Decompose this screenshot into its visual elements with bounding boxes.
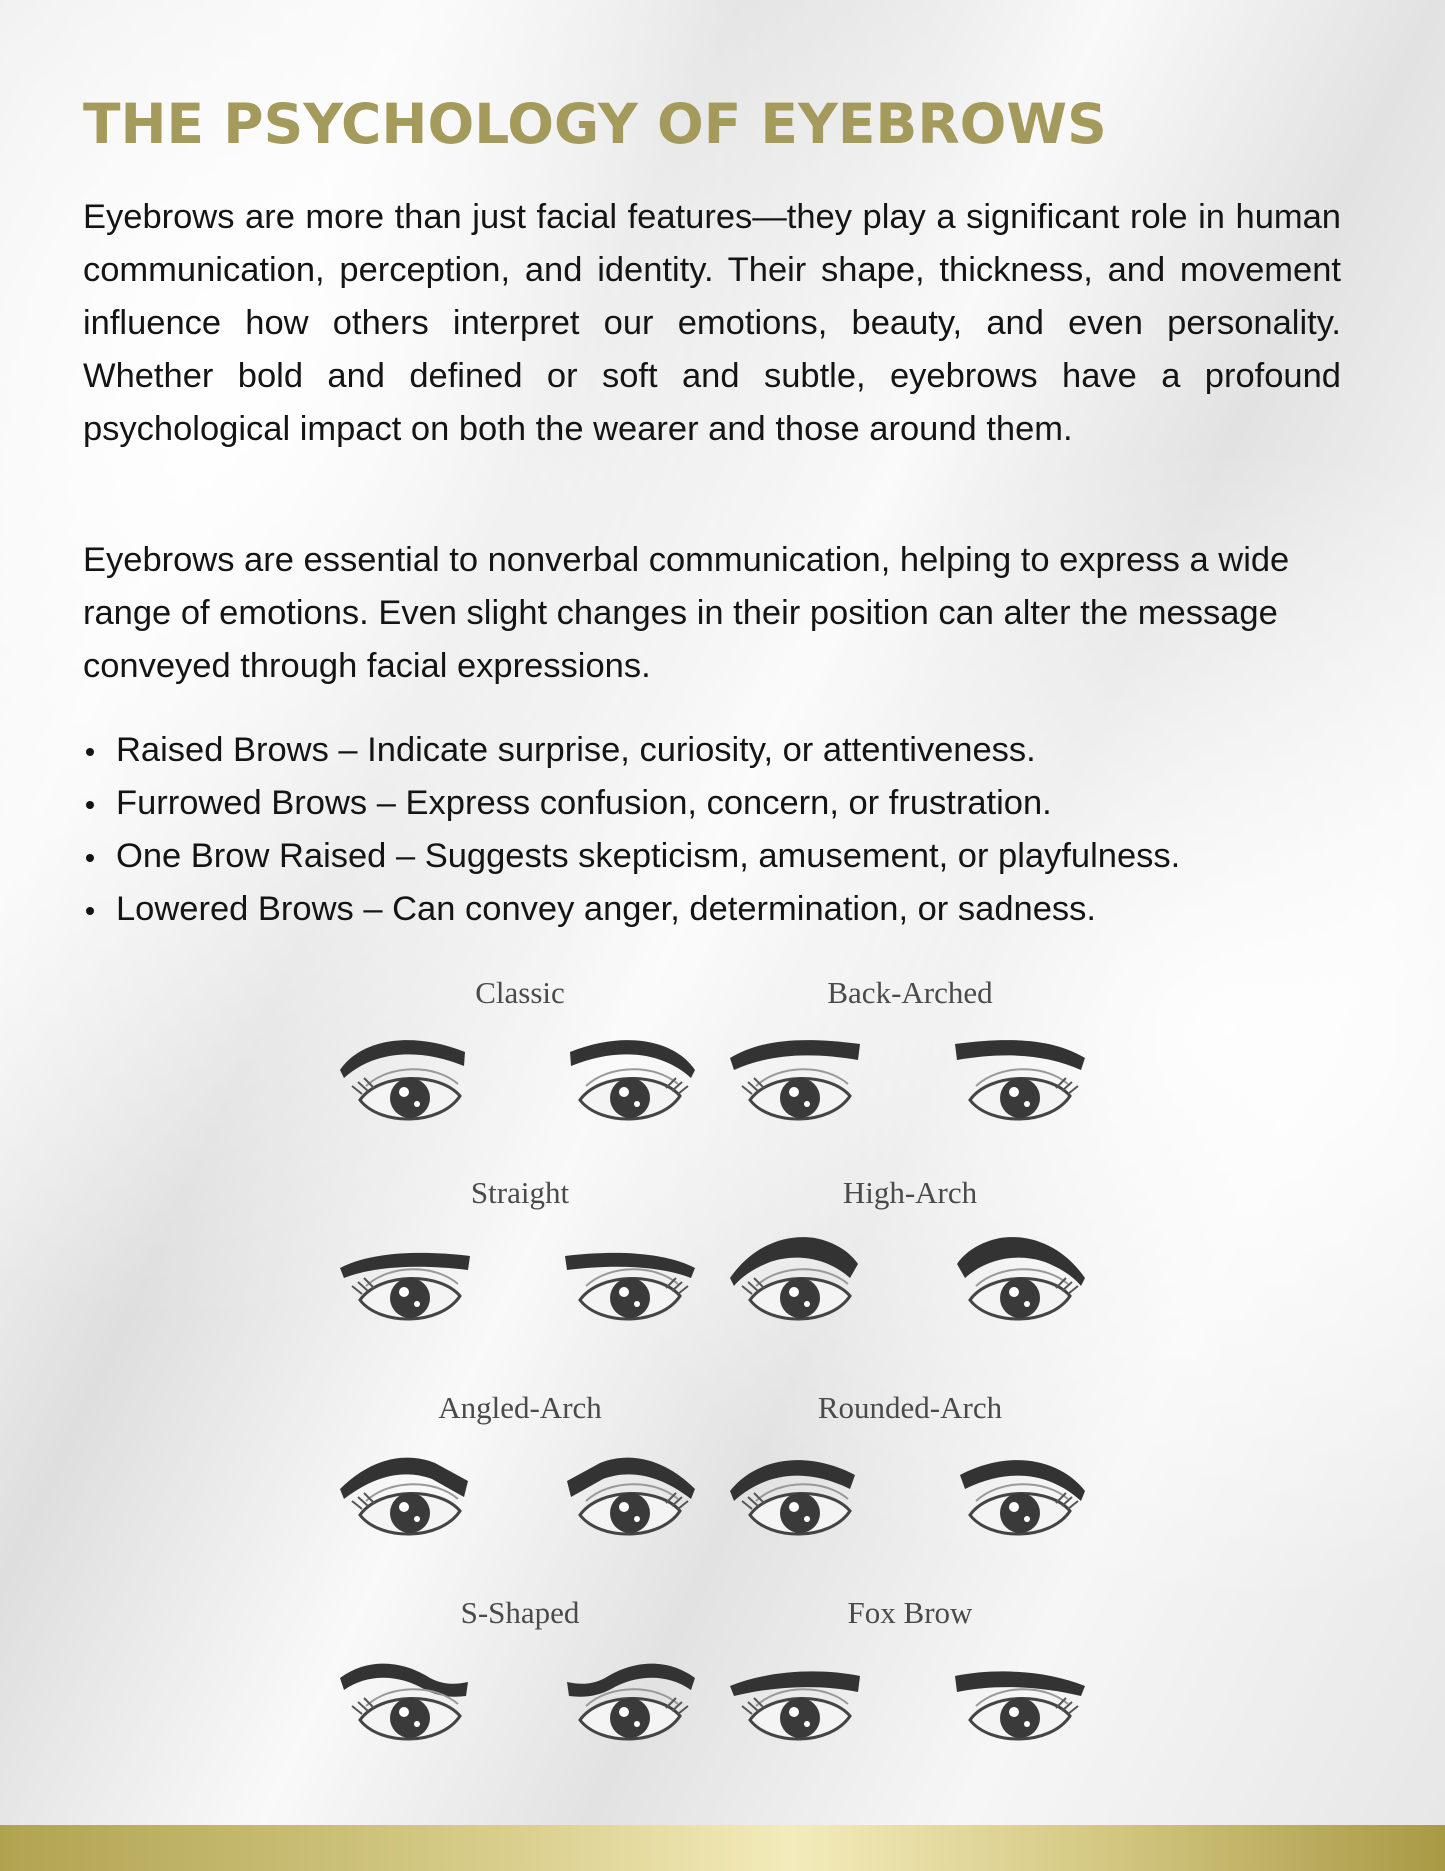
eye-icon [742, 1484, 850, 1534]
eye-icon [352, 1069, 460, 1119]
eye-icon [970, 1689, 1078, 1739]
eyebrow-shape [955, 1040, 1085, 1070]
brow-shape-angled-arch [340, 1390, 695, 1534]
brow-shape-fox-brow [730, 1595, 1085, 1739]
eyebrow-shape [730, 1040, 860, 1070]
eye-icon [352, 1689, 460, 1739]
eyebrow-shape [730, 1671, 860, 1696]
eye-icon [580, 1689, 688, 1739]
brow-shape-high-arch [730, 1175, 1085, 1319]
list-item-text: One Brow Raised – Suggests skepticism, amusement, or playfulness. [116, 837, 1181, 875]
list-item-text: Raised Brows – Indicate surprise, curiosity, or attentiveness. [116, 731, 1036, 769]
brow-shape-s-shaped [340, 1595, 695, 1739]
brow-shape-label: High-Arch [842, 1175, 978, 1210]
bullet-icon [86, 801, 94, 809]
eye-icon [352, 1484, 460, 1534]
brow-shape-label: Straight [470, 1175, 570, 1210]
eye-icon [580, 1269, 688, 1319]
list-item-text: Lowered Brows – Can convey anger, determination, or sadness. [116, 890, 1096, 928]
eyebrow-shape [570, 1040, 695, 1078]
eye-icon [580, 1484, 688, 1534]
list-item [83, 883, 1180, 936]
eyebrow-shape [340, 1664, 468, 1697]
brow-shape-label: Rounded-Arch [817, 1390, 1003, 1425]
eyebrow-shape [565, 1253, 695, 1278]
page-title: THE PSYCHOLOGY OF EYEBROWS [83, 92, 1107, 156]
bullet-icon [86, 854, 94, 862]
brow-shape-label: Back-Arched [827, 975, 993, 1010]
eye-icon [970, 1484, 1078, 1534]
communication-paragraph: Eyebrows are essential to nonverbal communication, helping to express a wide range of emotions. Even slight changes in their position can alter the message conveyed through facial expressions. [83, 541, 1290, 685]
eye-icon [970, 1269, 1078, 1319]
expression-list [83, 724, 1180, 936]
brow-shape-label: S-Shaped [460, 1595, 580, 1630]
eye-icon [742, 1689, 850, 1739]
bullet-icon [86, 748, 94, 756]
list-item [83, 777, 1180, 830]
eyebrow-shape [340, 1253, 470, 1278]
brow-shape-label: Angled-Arch [438, 1390, 602, 1425]
list-item [83, 830, 1180, 883]
eye-icon [580, 1069, 688, 1119]
brow-shape-back-arched [730, 975, 1085, 1119]
eye-icon [742, 1069, 850, 1119]
eye-icon [970, 1069, 1078, 1119]
footer-gold-bar [0, 1825, 1445, 1871]
eyebrow-shape [567, 1664, 695, 1697]
eyebrow-shapes-svg [330, 970, 1110, 1770]
brow-shape-straight [340, 1175, 695, 1319]
list-item-text: Furrowed Brows – Express confusion, concern, or frustration. [116, 784, 1052, 822]
intro-paragraph: Eyebrows are more than just facial features—they play a significant role in human communication, perception, and identity. Their shape, thickness, and movement influence how others interpret our emotions, beauty, and even personality. Whether bold and defined or soft and subtle, eyebrows have a profound psychological impact on both the wearer and those around them. [83, 198, 1341, 448]
eyebrow-shape [340, 1040, 465, 1078]
eyebrow-shapes-illustration [330, 970, 1110, 1770]
brow-shape-label: Fox Brow [847, 1595, 973, 1630]
brow-shape-classic [340, 975, 695, 1119]
eye-icon [352, 1269, 460, 1319]
eyebrow-shape [955, 1671, 1085, 1696]
bullet-icon [86, 907, 94, 915]
brow-shape-rounded-arch [730, 1390, 1085, 1534]
eye-icon [742, 1269, 850, 1319]
list-item [83, 724, 1180, 777]
brow-shape-label: Classic [475, 975, 565, 1010]
